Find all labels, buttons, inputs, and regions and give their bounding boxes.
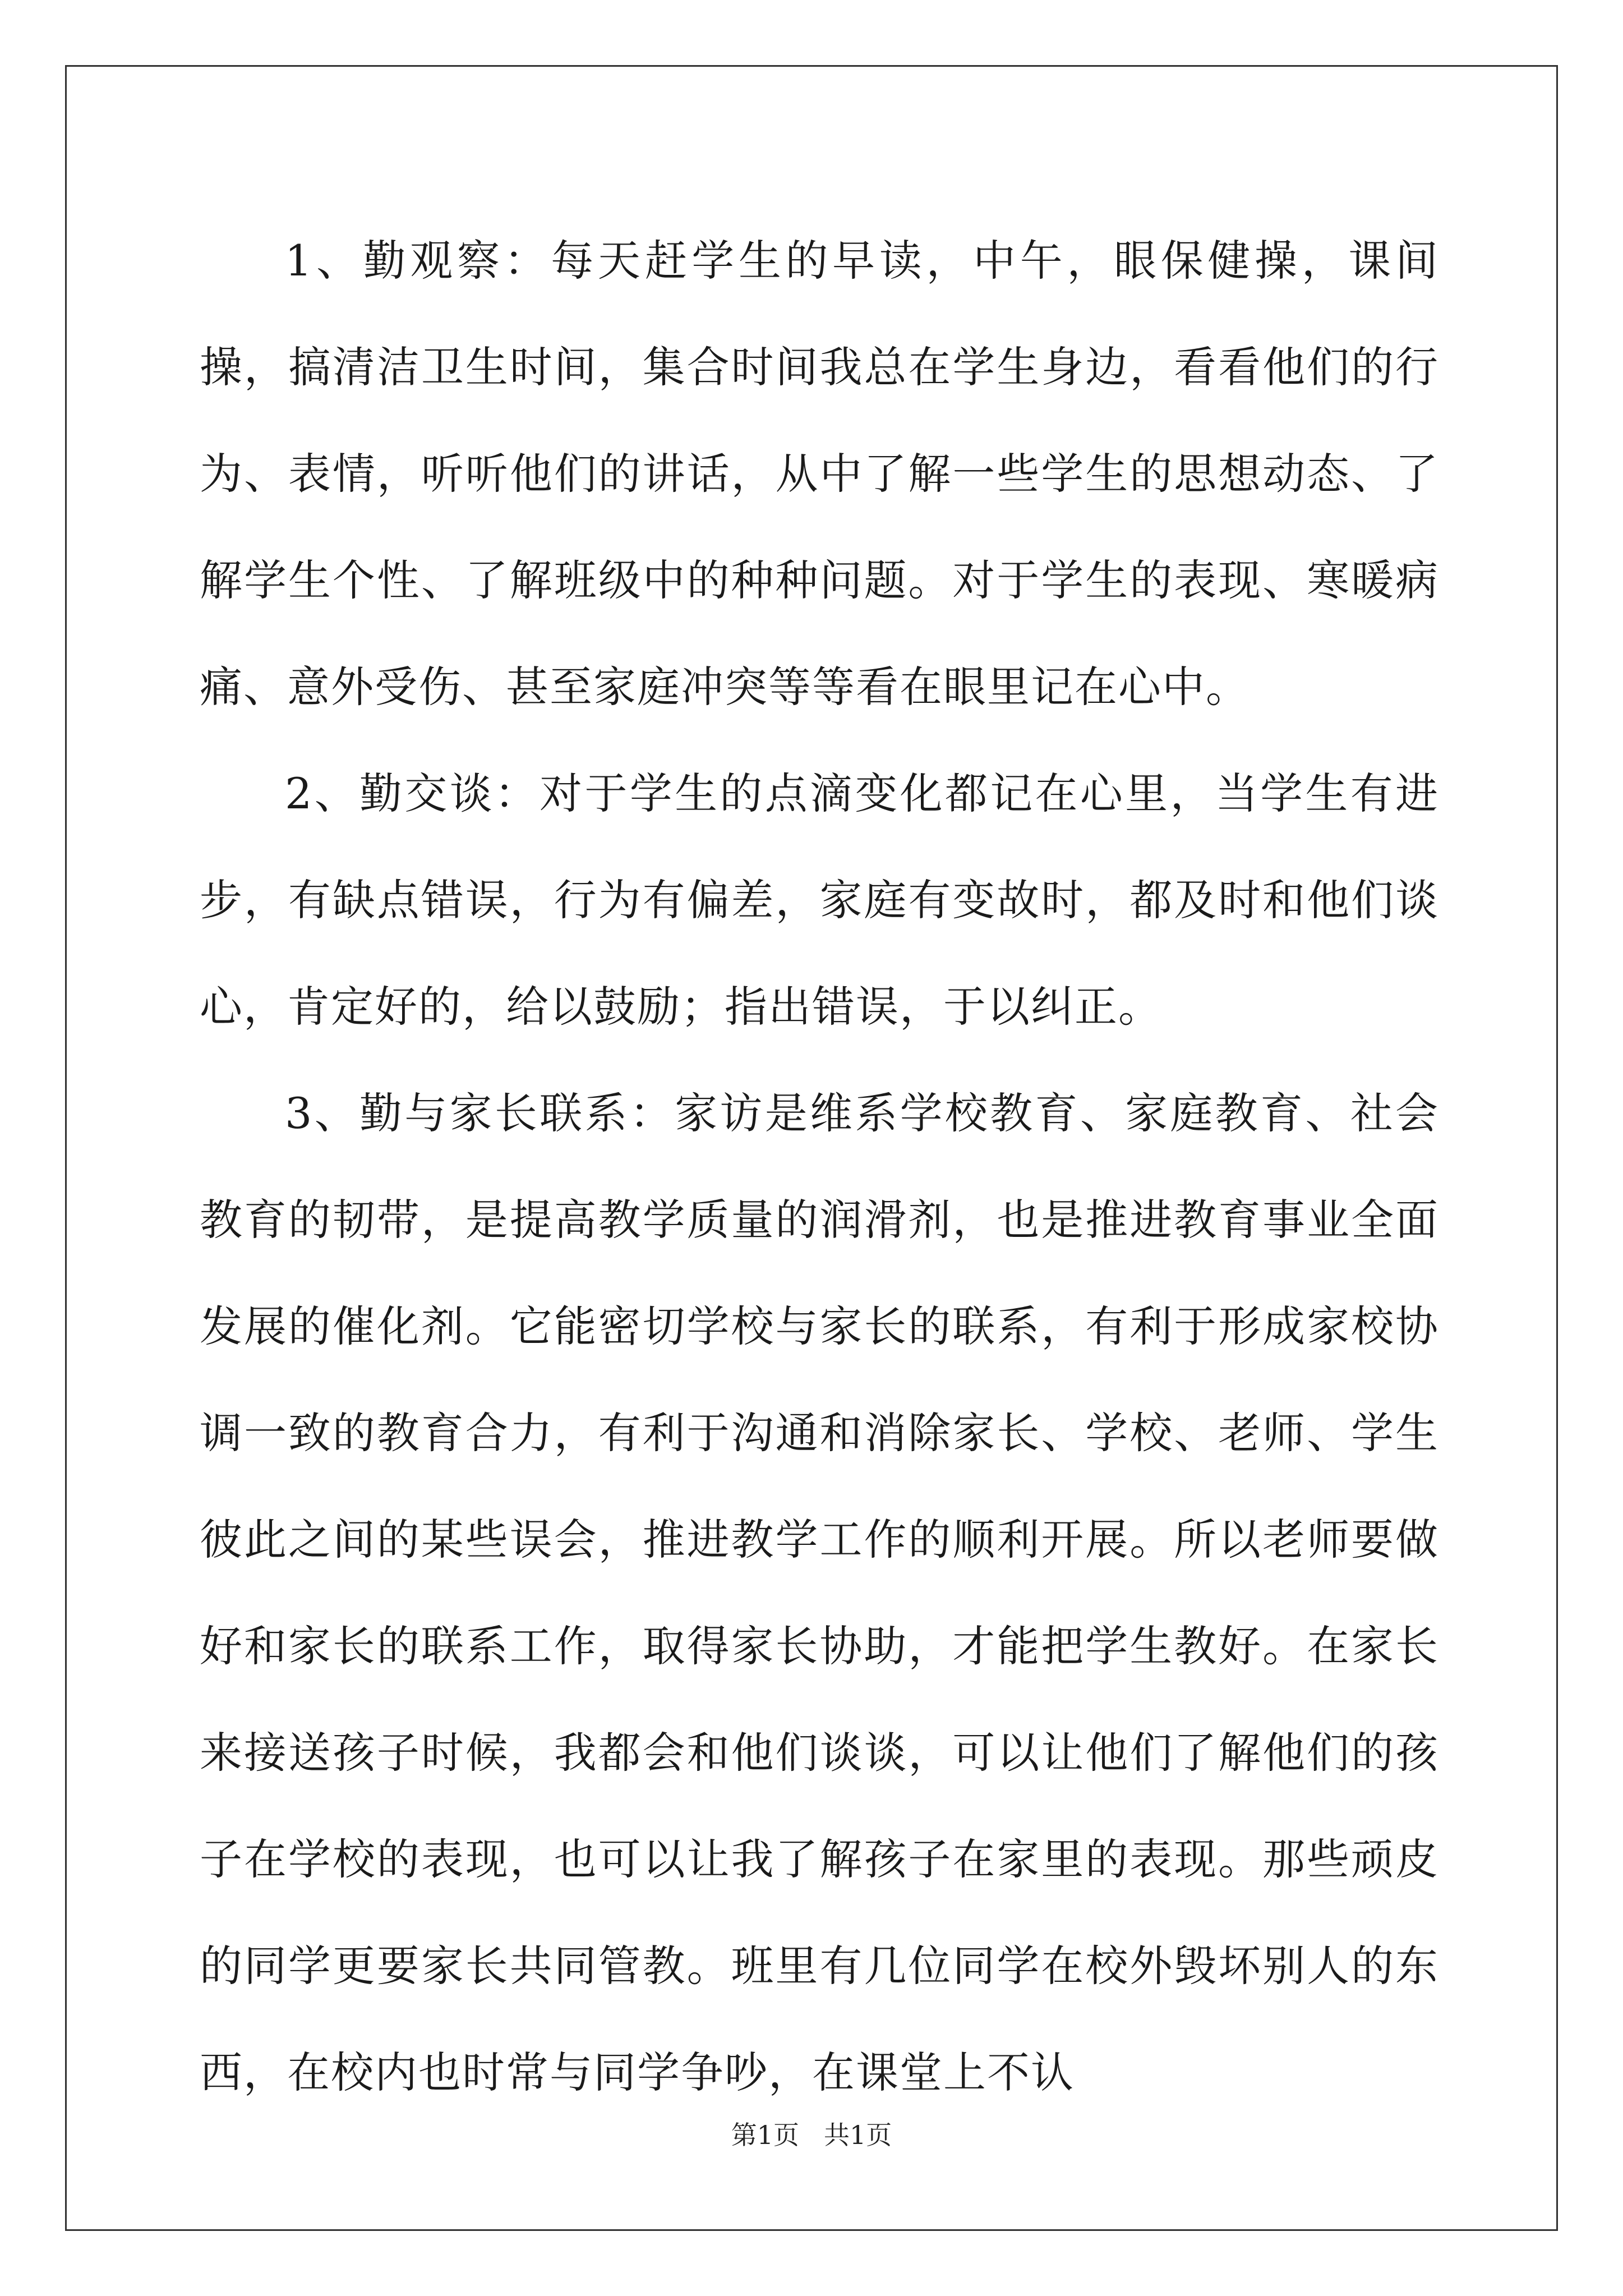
paragraph-talk: 2、勤交谈：对于学生的点滴变化都记在心里，当学生有进步，有缺点错误，行为有偏差，家庭有变故时，都及时和他们谈心，肯定好的，给以鼓励；指出错误，于以纠正。 xyxy=(200,769,1439,1032)
paragraph-observe: 1、勤观察：每天赶学生的早读，中午，眼保健操，课间操，搞清洁卫生时间，集合时间我总在学生身边，看看他们的行为、表情，听听他们的讲话，从中了解一些学生的思想动态、了解学生个性、了解班级中的种种问题。对于学生的表现、寒暖病痛、意外受伤、甚至家庭冲突等等看在眼里记在心中。 xyxy=(200,236,1439,712)
page-number: 第1页 xyxy=(731,2120,799,2150)
page-total: 共1页 xyxy=(824,2120,892,2150)
paragraph-parents: 3、勤与家长联系：家访是维系学校教育、家庭教育、社会教育的韧带，是提高教学质量的润滑剂，也是推进教育事业全面发展的催化剂。它能密切学校与家长的联系，有利于形成家校协调一致的教育合力，有利于沟通和消除家长、学校、老师、学生彼此之间的某些误会，推进教学工作的顺利开展。所以老师要做好和家长的联系工作，取得家长协助，才能把学生教好。在家长来接送孩子时候，我都会和他们谈谈，可以让他们了解他们的孩子在学校的表现，也可以让我了解孩子在家里的表现。那些顽皮的同学更要家长共同管教。班里有几位同学在校外毁坏别人的东西，在校内也时常与同学争吵，在课堂上不认 xyxy=(200,1088,1439,2097)
document-body xyxy=(200,208,1439,2126)
page-footer xyxy=(0,2115,1623,2152)
